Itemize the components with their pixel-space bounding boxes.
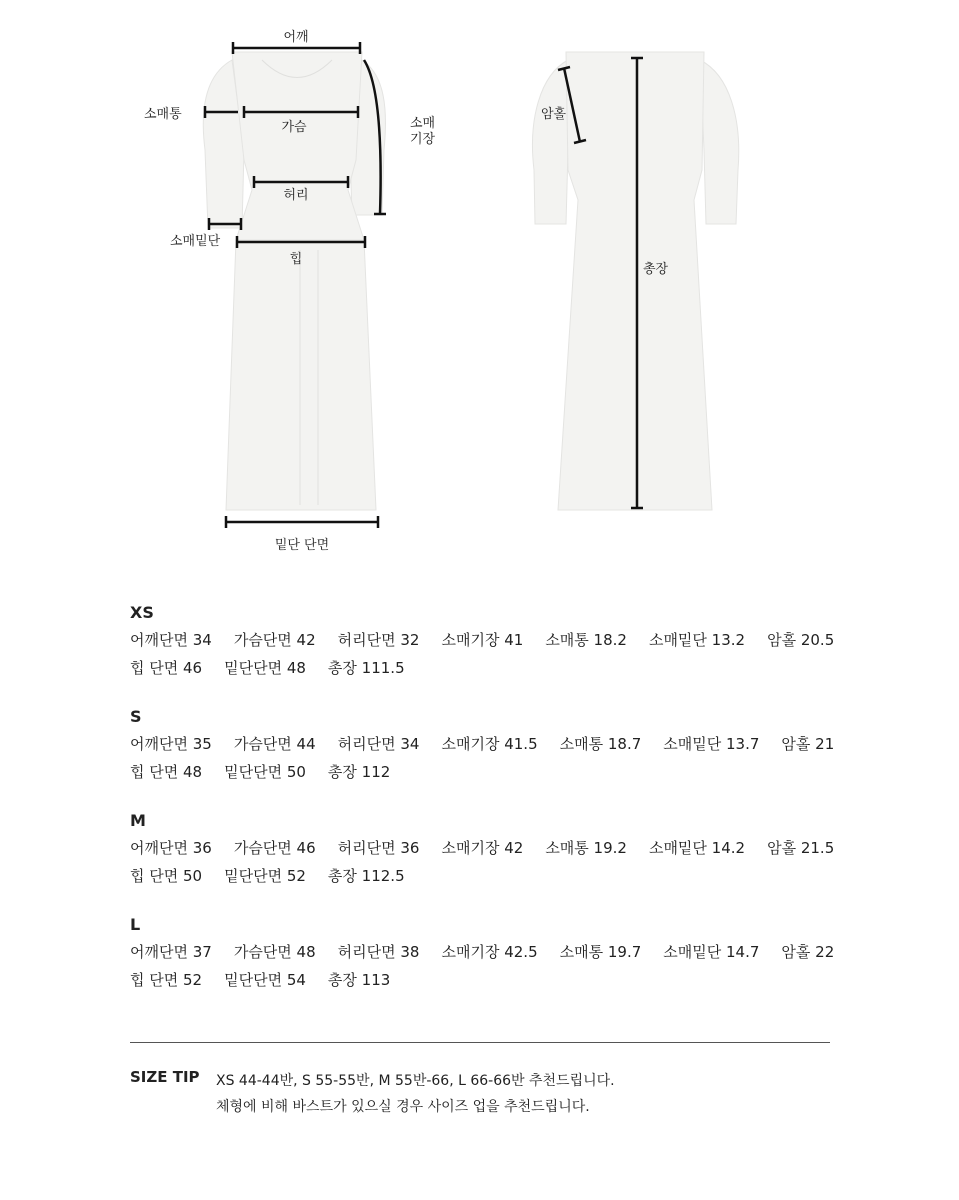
measurement: 밑단단면 52 (224, 867, 306, 885)
measurement: 소매통 18.2 (545, 631, 627, 649)
measurement: 허리단면 38 (337, 943, 420, 961)
measurement: 가슴단면 44 (233, 735, 316, 753)
measurement: 총장 112 (327, 763, 391, 781)
label-cuff: 소매밑단 (170, 234, 221, 249)
measurement: 어깨단면 36 (130, 839, 212, 857)
measurement: 총장 112.5 (327, 867, 405, 885)
size-line-1 (130, 626, 890, 654)
label-chest: 가슴 (281, 120, 307, 135)
size-tip-text (216, 1068, 836, 1120)
measurement: 허리단면 32 (337, 631, 420, 649)
size-tip-line-1: XS 44-44반, S 55-55반, M 55반-66, L 66-66반 추천드립니다. (216, 1073, 615, 1089)
label-hip: 힙 (289, 252, 303, 267)
label-armhole: 암홀 (541, 107, 567, 122)
measurement: 밑단단면 50 (224, 763, 306, 781)
label-waist: 허리 (283, 188, 309, 203)
divider (130, 1042, 830, 1043)
size-chart (130, 600, 890, 1016)
measurement: 소매기장 42 (441, 839, 524, 857)
measurement: 어깨단면 35 (130, 735, 212, 753)
measurement: 소매밑단 14.2 (648, 839, 746, 857)
size-name: M (130, 811, 146, 830)
measurement: 힙 단면 50 (130, 867, 203, 885)
measurement: 힙 단면 52 (130, 971, 203, 989)
size-line-1 (130, 730, 890, 758)
measurement: 암홀 21 (781, 735, 835, 753)
size-line-2 (130, 966, 890, 994)
measurement: 허리단면 36 (337, 839, 420, 857)
label-sleeve-length (410, 116, 435, 148)
label-sleeve-width: 소매통 (144, 107, 182, 122)
measurement: 어깨단면 34 (130, 631, 212, 649)
size-tip-line-2: 체형에 비해 바스트가 있으실 경우 사이즈 업을 추천드립니다. (216, 1099, 590, 1115)
label-shoulder: 어깨 (283, 30, 309, 45)
measurement: 밑단단면 48 (224, 659, 306, 677)
measurement: 가슴단면 42 (233, 631, 316, 649)
label-sleeve-length-line2: 기장 (410, 132, 436, 147)
measurement: 소매밑단 13.7 (663, 735, 760, 753)
measurement: 밑단단면 54 (224, 971, 306, 989)
size-block-m (130, 808, 890, 890)
measurement: 힙 단면 48 (130, 763, 203, 781)
dress-illustration (0, 0, 959, 580)
label-total-length: 총장 (643, 262, 669, 277)
size-block-s (130, 704, 890, 786)
measurement: 총장 113 (327, 971, 391, 989)
measurement: 허리단면 34 (337, 735, 420, 753)
label-hem: 밑단 단면 (274, 538, 330, 553)
size-block-xs (130, 600, 890, 682)
size-block-l (130, 912, 890, 994)
label-sleeve-length-line1: 소매 (410, 116, 436, 131)
measurement: 암홀 22 (781, 943, 835, 961)
measurement: 암홀 21.5 (767, 839, 835, 857)
measurement: 소매기장 42.5 (441, 943, 538, 961)
measurement: 총장 111.5 (327, 659, 405, 677)
size-name: L (130, 915, 141, 934)
size-line-1 (130, 938, 890, 966)
size-line-2 (130, 862, 890, 890)
measurement: 소매기장 41 (441, 631, 524, 649)
measurement: 소매통 19.2 (545, 839, 627, 857)
dress-measurement-diagram (0, 0, 959, 580)
size-line-2 (130, 758, 890, 786)
measurement: 가슴단면 48 (233, 943, 316, 961)
size-name: S (130, 707, 142, 726)
measurement: 어깨단면 37 (130, 943, 212, 961)
measurement: 소매통 18.7 (559, 735, 642, 753)
size-line-2 (130, 654, 890, 682)
size-tip-label: SIZE TIP (130, 1068, 200, 1086)
measurement: 소매밑단 14.7 (663, 943, 760, 961)
measurement: 암홀 20.5 (767, 631, 835, 649)
measurement: 소매밑단 13.2 (648, 631, 746, 649)
measurement: 가슴단면 46 (233, 839, 316, 857)
size-line-1 (130, 834, 890, 862)
measurement: 힙 단면 46 (130, 659, 203, 677)
measurement: 소매통 19.7 (559, 943, 642, 961)
size-name: XS (130, 603, 154, 622)
measurement: 소매기장 41.5 (441, 735, 538, 753)
